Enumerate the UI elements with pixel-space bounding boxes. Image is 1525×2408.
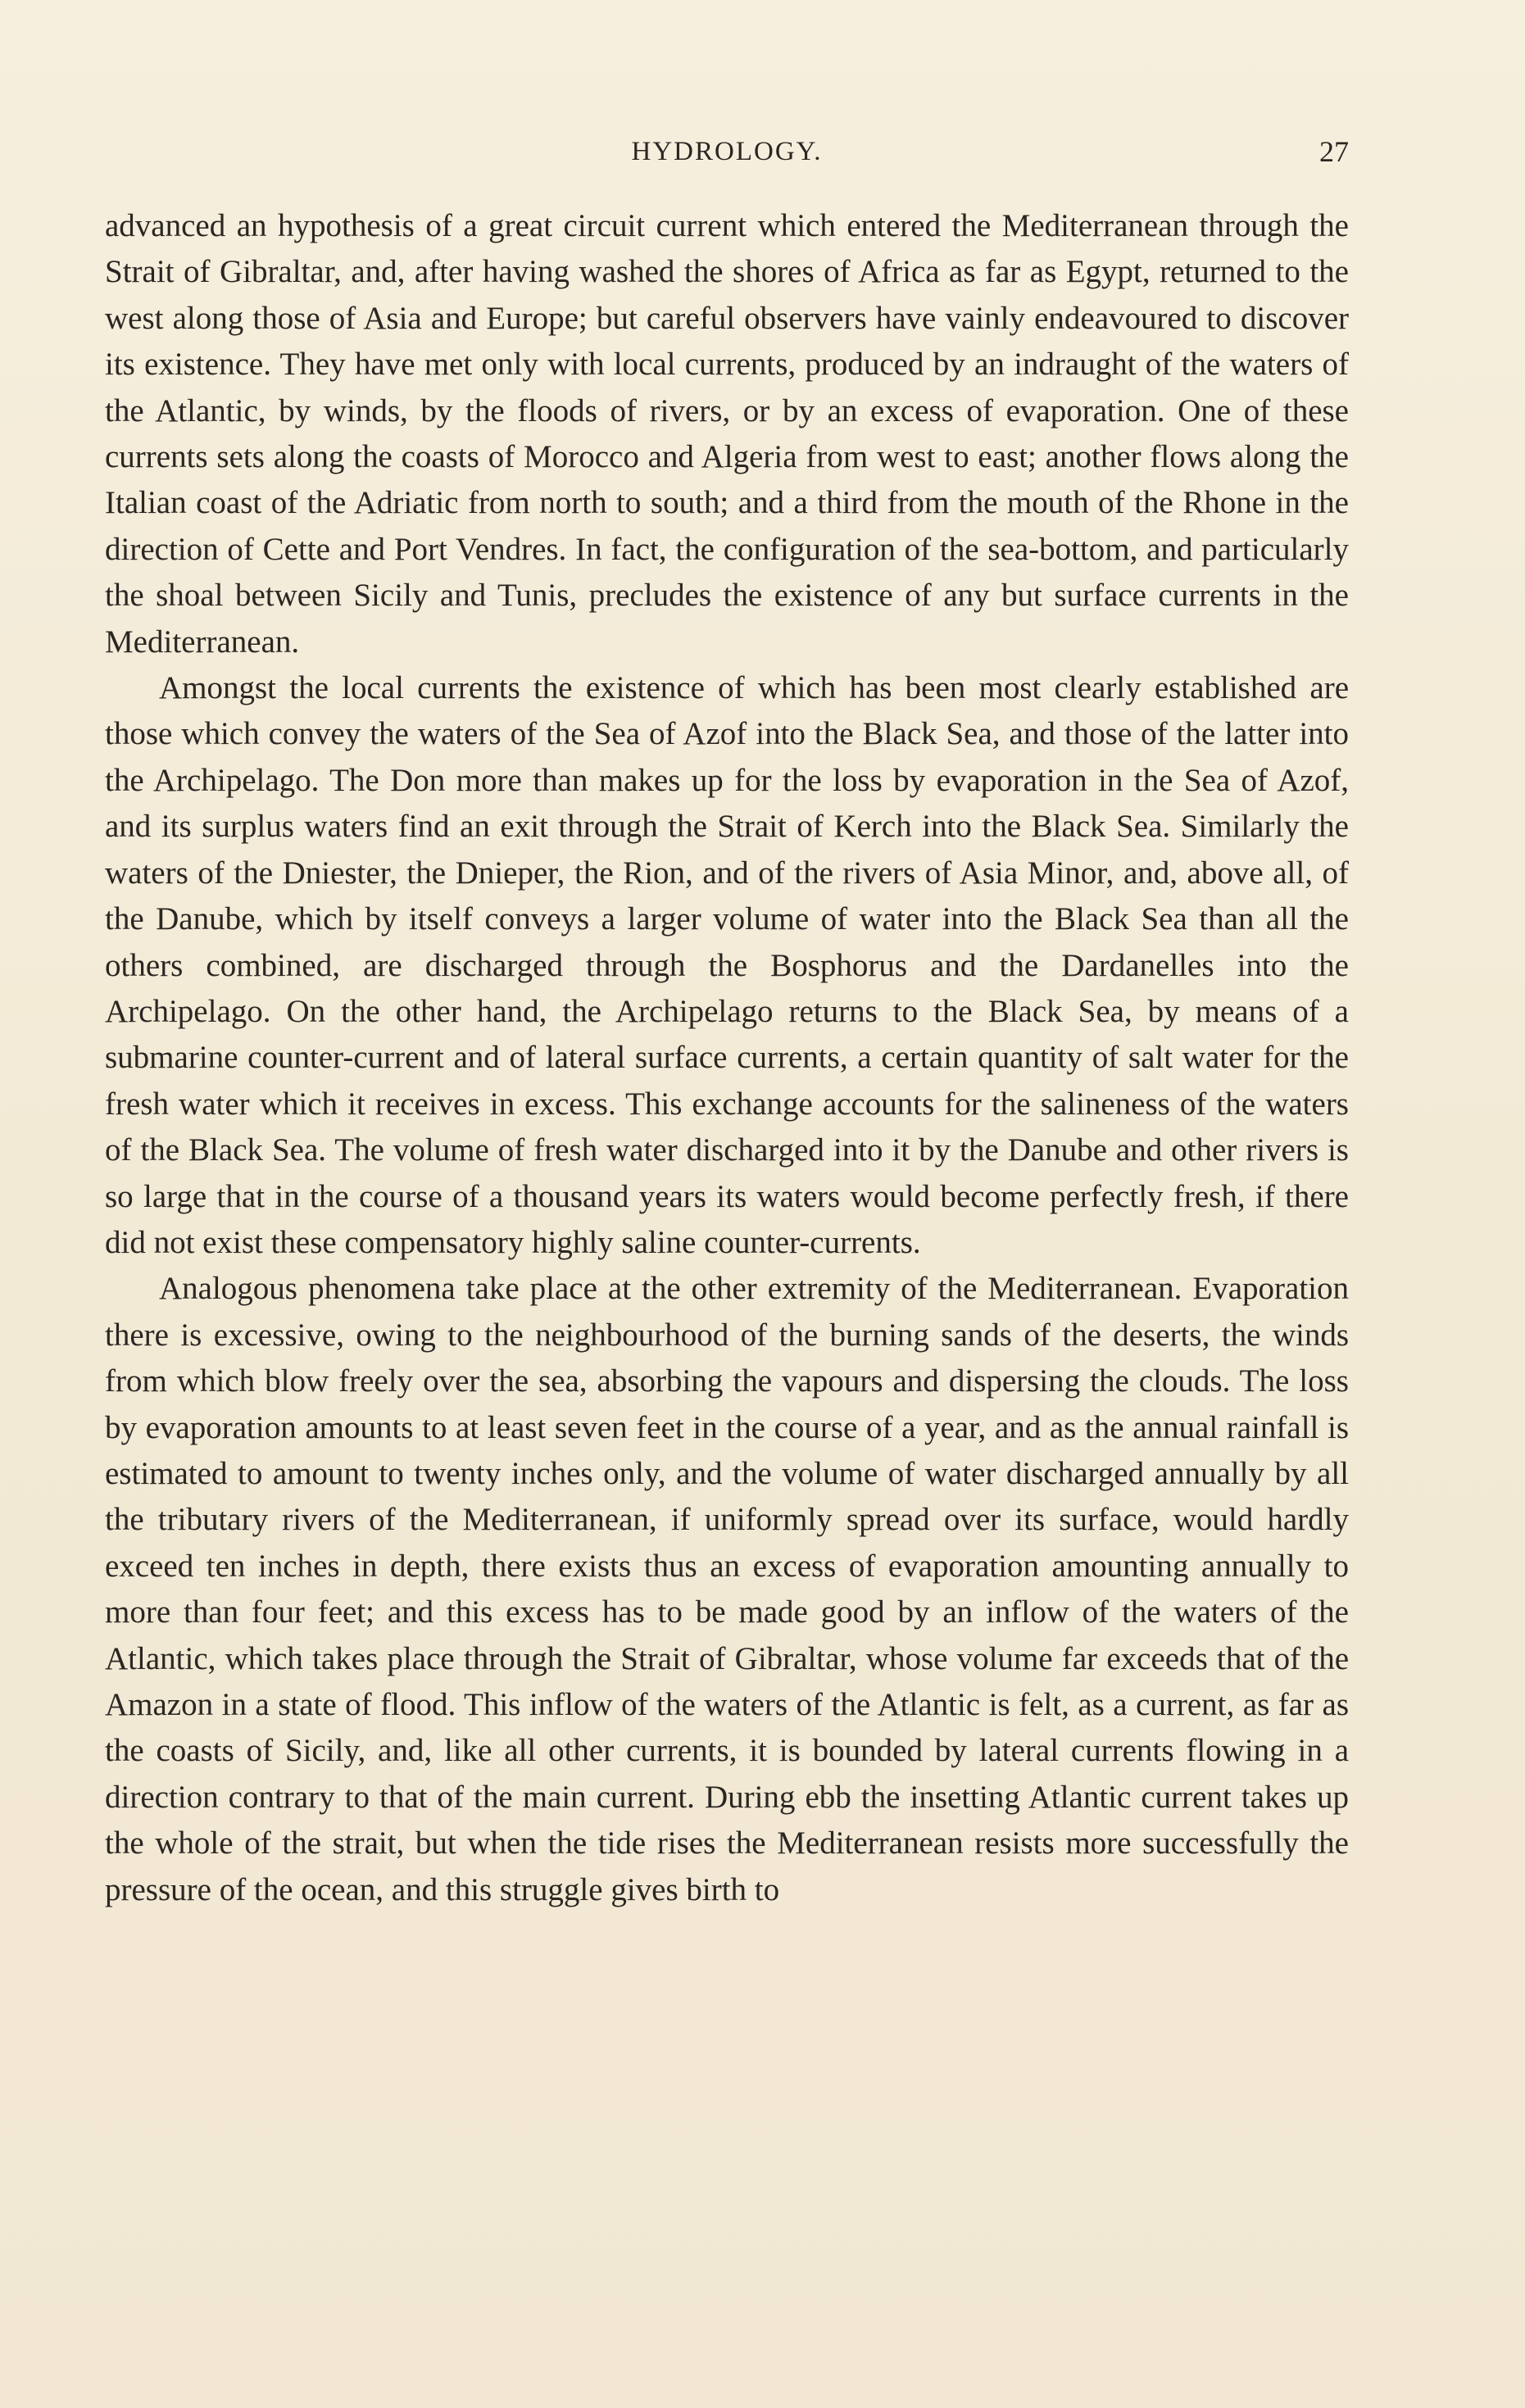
paragraph-black-sea-currents: Amongst the local currents the existence of which has been most clearly established are those which convey the waters of the Sea of Azof into the Black Sea, and those of the latter into the Archipelago. The Don more than makes up for the loss by evaporation in the Sea of Azof, and its surplus waters find an exit through the Strait of Kerch into the Black Sea. Similarly the waters of the Dniester, the Dnieper, the Rion, and of the rivers of Asia Minor, and, above all, of the Danube, which by itself conveys a larger volume of water into the Black Sea than all the others combined, are discharged through the Bosphorus and the Dardanelles into the Archipelago. On the other hand, the Archipelago returns to the Black Sea, by means of a submarine counter-current and of lateral surface currents, a certain quantity of salt water for the fresh water which it receives in excess. This exchange accounts for the salineness of the waters of the Black Sea. The volume of fresh water discharged into it by the Danube and other rivers is so large that in the course of a thousand years its waters would become perfectly fresh, if there did not exist these compensatory highly saline counter-currents. [105,670,1349,1260]
paragraph-continuation: advanced an hypothesis of a great circuit current which entered the Mediterranean through the Strait of Gibraltar, and, after having washed the shores of Africa as far as Egypt, returned to the west along those of Asia and Europe; but careful observers have vainly endeavoured to discover its existence. They have met only with local currents, produced by an indraught of the waters of the Atlantic, by winds, by the floods of rivers, or by an excess of evaporation. One of these currents sets along the coasts of Morocco and Algeria from west to east; another flows along the Italian coast of the Adriatic from north to south; and a third from the mouth of the Rhone in the direction of Cette and Port Vendres. In fact, the configuration of the sea-bottom, and particularly the shoal between Sicily and Tunis, precludes the existence of any but surface currents in the Mediterranean. [105,208,1349,660]
running-head: HYDROLOGY. [631,137,823,166]
page-number: 27 [1319,135,1349,168]
body-text [105,203,1349,1913]
page-header [105,131,1349,172]
paragraph-evaporation-gibraltar: Analogous phenomena take place at the other extremity of the Mediterranean. Evaporation there is excessive, owing to the neighbourhood of the burning sands of the deserts, the winds from which blow freely over the sea, absorbing the vapours and dispersing the clouds. The loss by evaporation amounts to at least seven feet in the course of a year, and as the annual rainfall is estimated to amount to twenty inches only, and the volume of water discharged annually by all the tributary rivers of the Mediterranean, if uniformly spread over its surface, would hardly exceed ten inches in depth, there exists thus an excess of evaporation amounting annually to more than four feet; and this excess has to be made good by an inflow of the waters of the Atlantic, which takes place through the Strait of Gibraltar, whose volume far exceeds that of the Amazon in a state of flood. This inflow of the waters of the Atlantic is felt, as a current, as far as the coasts of Sicily, and, like all other currents, it is bounded by lateral currents flowing in a direction contrary to that of the main current. During ebb the insetting Atlantic current takes up the whole of the strait, but when the tide rises the Mediterranean resists more successfully the pressure of the ocean, and this struggle gives birth to [105,1271,1349,1907]
